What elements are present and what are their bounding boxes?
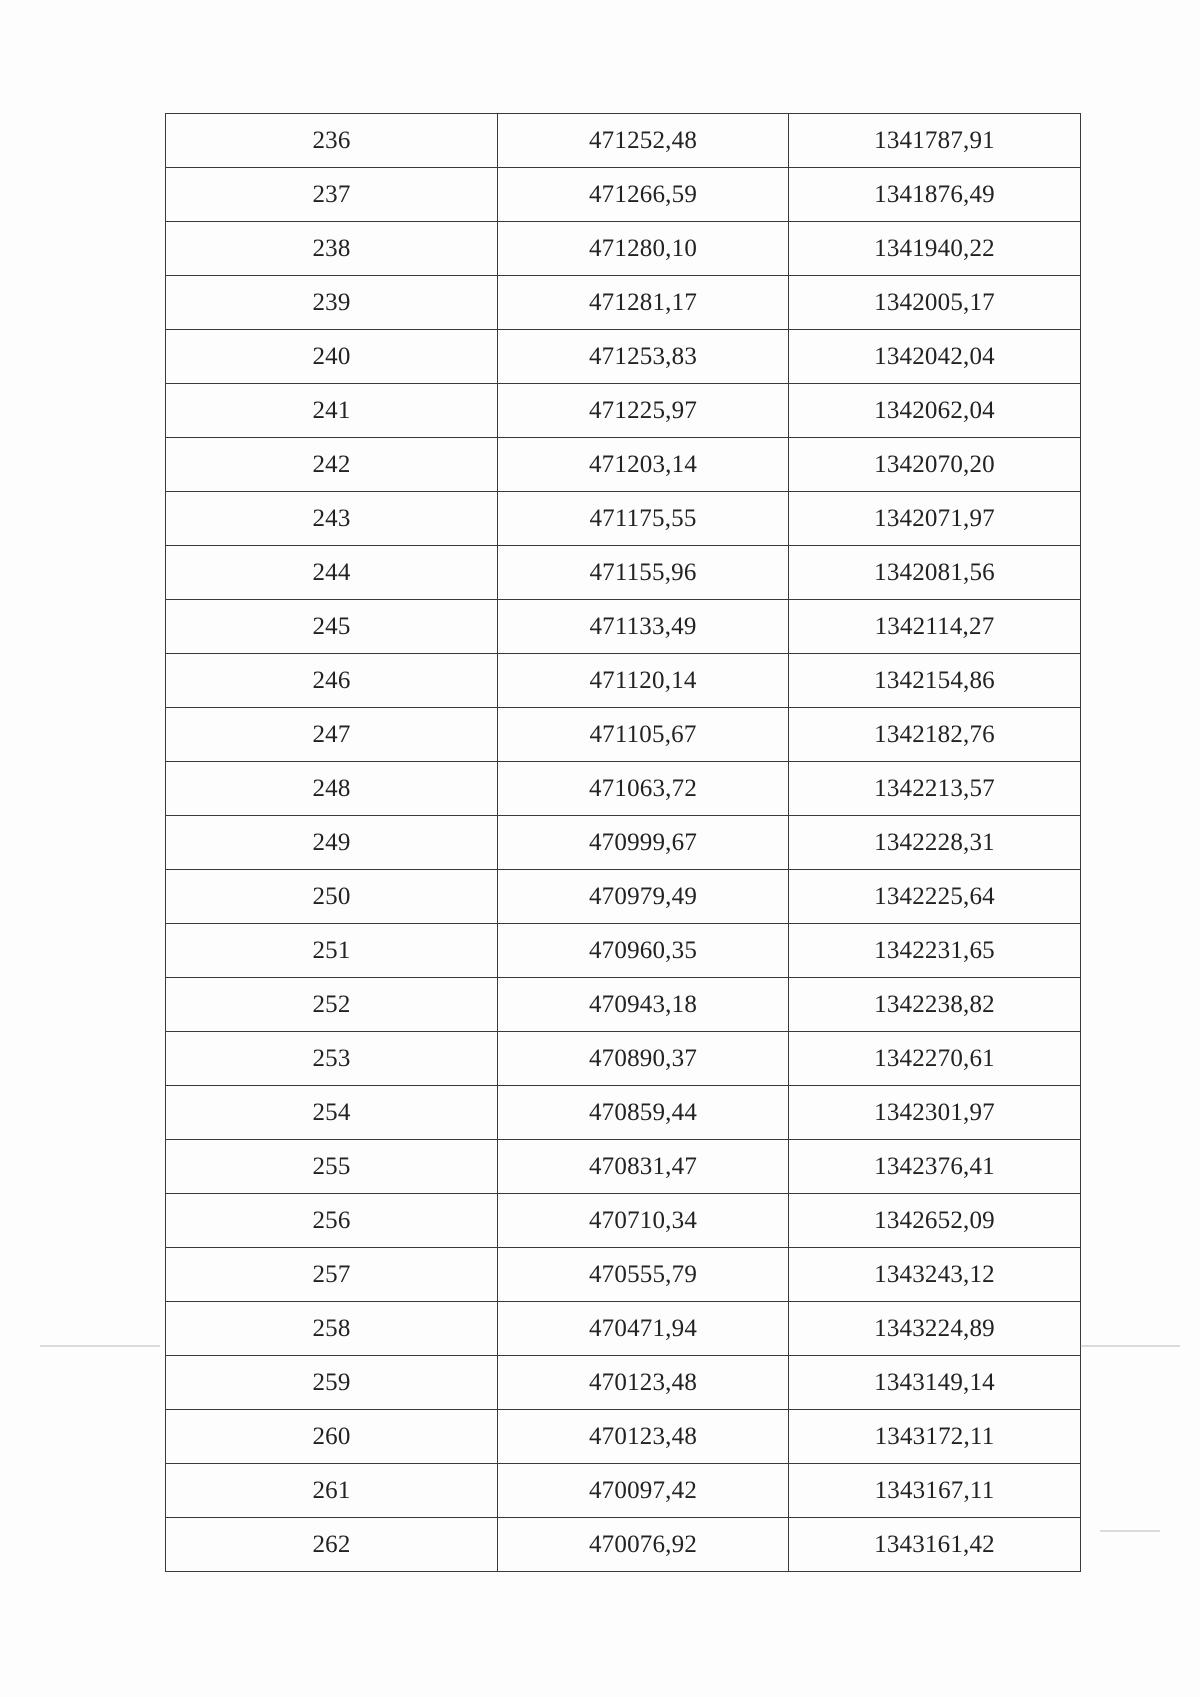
x-coordinate-cell: 470943,18: [498, 978, 789, 1032]
table-row: [166, 1518, 1081, 1572]
y-coordinate-cell: 1343172,11: [789, 1410, 1081, 1464]
table-row: [166, 708, 1081, 762]
point-number-cell: 246: [166, 654, 498, 708]
y-coordinate-cell: 1341940,22: [789, 222, 1081, 276]
x-coordinate-cell: 470979,49: [498, 870, 789, 924]
y-coordinate-cell: 1342081,56: [789, 546, 1081, 600]
point-number-cell: 253: [166, 1032, 498, 1086]
point-number-cell: 241: [166, 384, 498, 438]
table-row: [166, 816, 1081, 870]
x-coordinate-cell: 471105,67: [498, 708, 789, 762]
point-number-cell: 259: [166, 1356, 498, 1410]
point-number-cell: 250: [166, 870, 498, 924]
x-coordinate-cell: 470471,94: [498, 1302, 789, 1356]
y-coordinate-cell: 1342182,76: [789, 708, 1081, 762]
y-coordinate-cell: 1343224,89: [789, 1302, 1081, 1356]
y-coordinate-cell: 1342231,65: [789, 924, 1081, 978]
point-number-cell: 257: [166, 1248, 498, 1302]
x-coordinate-cell: 470859,44: [498, 1086, 789, 1140]
table-row: [166, 1248, 1081, 1302]
table-row: [166, 546, 1081, 600]
table-row: [166, 1086, 1081, 1140]
table-row: [166, 1032, 1081, 1086]
table-row: [166, 1410, 1081, 1464]
point-number-cell: 258: [166, 1302, 498, 1356]
table-row: [166, 492, 1081, 546]
point-number-cell: 254: [166, 1086, 498, 1140]
table-row: [166, 1464, 1081, 1518]
point-number-cell: 239: [166, 276, 498, 330]
point-number-cell: 243: [166, 492, 498, 546]
table-row: [166, 978, 1081, 1032]
x-coordinate-cell: 471266,59: [498, 168, 789, 222]
table-row: [166, 870, 1081, 924]
x-coordinate-cell: 471280,10: [498, 222, 789, 276]
y-coordinate-cell: 1342070,20: [789, 438, 1081, 492]
x-coordinate-cell: 470097,42: [498, 1464, 789, 1518]
point-number-cell: 252: [166, 978, 498, 1032]
point-number-cell: 261: [166, 1464, 498, 1518]
x-coordinate-cell: 471225,97: [498, 384, 789, 438]
table-row: [166, 1356, 1081, 1410]
y-coordinate-cell: 1343243,12: [789, 1248, 1081, 1302]
y-coordinate-cell: 1343149,14: [789, 1356, 1081, 1410]
coordinates-table-body: [166, 114, 1081, 1572]
y-coordinate-cell: 1342376,41: [789, 1140, 1081, 1194]
x-coordinate-cell: 471175,55: [498, 492, 789, 546]
point-number-cell: 244: [166, 546, 498, 600]
x-coordinate-cell: 470123,48: [498, 1410, 789, 1464]
x-coordinate-cell: 470710,34: [498, 1194, 789, 1248]
x-coordinate-cell: 471252,48: [498, 114, 789, 168]
y-coordinate-cell: 1342154,86: [789, 654, 1081, 708]
point-number-cell: 255: [166, 1140, 498, 1194]
x-coordinate-cell: 471281,17: [498, 276, 789, 330]
point-number-cell: 262: [166, 1518, 498, 1572]
y-coordinate-cell: 1342114,27: [789, 600, 1081, 654]
y-coordinate-cell: 1343167,11: [789, 1464, 1081, 1518]
x-coordinate-cell: 470890,37: [498, 1032, 789, 1086]
table-row: [166, 384, 1081, 438]
y-coordinate-cell: 1341787,91: [789, 114, 1081, 168]
x-coordinate-cell: 471063,72: [498, 762, 789, 816]
point-number-cell: 249: [166, 816, 498, 870]
table-row: [166, 654, 1081, 708]
y-coordinate-cell: 1342062,04: [789, 384, 1081, 438]
table-row: [166, 1140, 1081, 1194]
x-coordinate-cell: 470076,92: [498, 1518, 789, 1572]
y-coordinate-cell: 1342238,82: [789, 978, 1081, 1032]
y-coordinate-cell: 1342228,31: [789, 816, 1081, 870]
table-row: [166, 168, 1081, 222]
show-through-mark: [1080, 1345, 1180, 1347]
table-row: [166, 1302, 1081, 1356]
x-coordinate-cell: 470831,47: [498, 1140, 789, 1194]
y-coordinate-cell: 1342225,64: [789, 870, 1081, 924]
point-number-cell: 248: [166, 762, 498, 816]
point-number-cell: 240: [166, 330, 498, 384]
show-through-mark: [1100, 1530, 1160, 1532]
y-coordinate-cell: 1341876,49: [789, 168, 1081, 222]
y-coordinate-cell: 1342005,17: [789, 276, 1081, 330]
x-coordinate-cell: 471203,14: [498, 438, 789, 492]
coordinates-table: [165, 113, 1081, 1572]
table-row: [166, 222, 1081, 276]
table-row: [166, 1194, 1081, 1248]
y-coordinate-cell: 1342042,04: [789, 330, 1081, 384]
y-coordinate-cell: 1343161,42: [789, 1518, 1081, 1572]
y-coordinate-cell: 1342071,97: [789, 492, 1081, 546]
x-coordinate-cell: 470555,79: [498, 1248, 789, 1302]
point-number-cell: 245: [166, 600, 498, 654]
table-row: [166, 600, 1081, 654]
point-number-cell: 236: [166, 114, 498, 168]
table-row: [166, 762, 1081, 816]
point-number-cell: 237: [166, 168, 498, 222]
x-coordinate-cell: 471155,96: [498, 546, 789, 600]
y-coordinate-cell: 1342301,97: [789, 1086, 1081, 1140]
x-coordinate-cell: 471120,14: [498, 654, 789, 708]
point-number-cell: 251: [166, 924, 498, 978]
show-through-mark: [40, 1345, 160, 1347]
table-row: [166, 924, 1081, 978]
table-row: [166, 330, 1081, 384]
point-number-cell: 260: [166, 1410, 498, 1464]
x-coordinate-cell: 470123,48: [498, 1356, 789, 1410]
y-coordinate-cell: 1342270,61: [789, 1032, 1081, 1086]
x-coordinate-cell: 470999,67: [498, 816, 789, 870]
table-row: [166, 276, 1081, 330]
table-row: [166, 114, 1081, 168]
point-number-cell: 256: [166, 1194, 498, 1248]
y-coordinate-cell: 1342652,09: [789, 1194, 1081, 1248]
point-number-cell: 238: [166, 222, 498, 276]
x-coordinate-cell: 471253,83: [498, 330, 789, 384]
y-coordinate-cell: 1342213,57: [789, 762, 1081, 816]
x-coordinate-cell: 471133,49: [498, 600, 789, 654]
point-number-cell: 242: [166, 438, 498, 492]
point-number-cell: 247: [166, 708, 498, 762]
x-coordinate-cell: 470960,35: [498, 924, 789, 978]
table-row: [166, 438, 1081, 492]
